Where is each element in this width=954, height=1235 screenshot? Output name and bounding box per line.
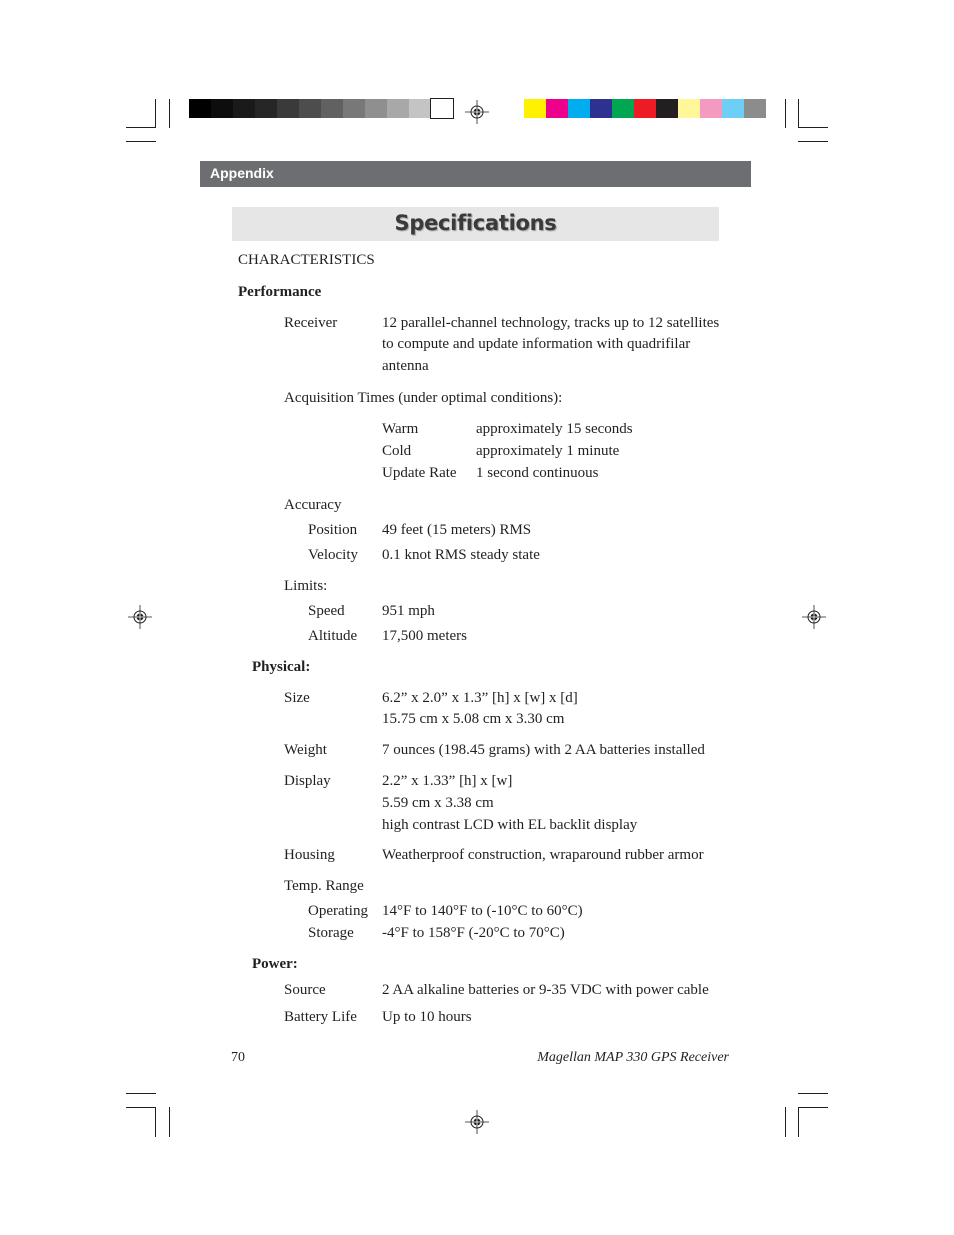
characteristics-heading: CHARACTERISTICS (238, 252, 375, 268)
physical-heading: Physical: (252, 659, 311, 675)
color-swatch (343, 99, 365, 118)
receiver-line-1: 12 parallel-channel technology, tracks up to 12 satellites (382, 315, 720, 331)
registration-mark-top-icon (465, 100, 489, 124)
registration-mark-left-icon (128, 605, 152, 629)
color-swatch (409, 99, 431, 118)
color-swatch (189, 99, 211, 118)
power-heading: Power: (252, 956, 298, 972)
limits-value: 17,500 meters (382, 628, 467, 644)
battery-life-value: Up to 10 hours (382, 1009, 472, 1025)
source-value: 2 AA alkaline batteries or 9-35 VDC with power cable (382, 982, 709, 998)
color-swatch (299, 99, 321, 118)
acquisition-value: 1 second continuous (476, 465, 599, 481)
temp-value: -4°F to 158°F (-20°C to 70°C) (382, 925, 565, 941)
performance-heading: Performance (238, 284, 322, 300)
temp-value: 14°F to 140°F to (-10°C to 60°C) (382, 903, 583, 919)
display-label: Display (284, 773, 331, 789)
acquisition-heading: Acquisition Times (under optimal conditions): (284, 390, 563, 406)
limits-label: Speed (308, 603, 345, 619)
display-line-3: high contrast LCD with EL backlit display (382, 817, 638, 833)
color-swatch (744, 99, 766, 118)
page-title: Specifications (394, 211, 557, 235)
section-header-label: Appendix (210, 165, 274, 181)
footer-product-name: Magellan MAP 330 GPS Receiver (537, 1050, 729, 1065)
receiver-label: Receiver (284, 315, 338, 331)
color-swatch (656, 99, 678, 118)
registration-mark-right-icon (802, 605, 826, 629)
accuracy-label: Position (308, 522, 358, 538)
page-number: 70 (231, 1050, 245, 1065)
acquisition-label: Cold (382, 443, 412, 459)
housing-label: Housing (284, 847, 335, 863)
temp-label: Storage (308, 925, 354, 941)
color-swatch (634, 99, 656, 118)
color-swatch (255, 99, 277, 118)
receiver-line-2: to compute and update information with quadrifilar (382, 336, 691, 352)
display-line-1: 2.2” x 1.33” [h] x [w] (382, 773, 513, 789)
color-swatch (321, 99, 343, 118)
color-swatch (700, 99, 722, 118)
weight-value: 7 ounces (198.45 grams) with 2 AA batteries installed (382, 742, 705, 758)
limits-label: Altitude (308, 628, 358, 644)
color-swatch (431, 99, 453, 118)
battery-life-label: Battery Life (284, 1009, 357, 1025)
acquisition-label: Update Rate (382, 465, 457, 481)
color-swatch (546, 99, 568, 118)
accuracy-heading: Accuracy (284, 497, 342, 513)
color-swatch (233, 99, 255, 118)
size-label: Size (284, 690, 310, 706)
section-header-bar (200, 161, 751, 187)
color-swatch (722, 99, 744, 118)
weight-label: Weight (284, 742, 327, 758)
accuracy-value: 49 feet (15 meters) RMS (382, 522, 532, 538)
color-swatch (590, 99, 612, 118)
color-swatch (365, 99, 387, 118)
acquisition-label: Warm (382, 421, 419, 437)
accuracy-label: Velocity (308, 547, 358, 563)
limits-heading: Limits: (284, 578, 328, 594)
acquisition-value: approximately 1 minute (476, 443, 620, 459)
temp-label: Operating (308, 903, 368, 919)
color-swatch (277, 99, 299, 118)
size-line-1: 6.2” x 2.0” x 1.3” [h] x [w] x [d] (382, 690, 578, 706)
accuracy-value: 0.1 knot RMS steady state (382, 547, 540, 563)
display-line-2: 5.59 cm x 3.38 cm (382, 795, 494, 811)
color-swatch (568, 99, 590, 118)
housing-value: Weatherproof construction, wraparound rubber armor (382, 847, 704, 863)
size-line-2: 15.75 cm x 5.08 cm x 3.30 cm (382, 711, 565, 727)
color-swatch (387, 99, 409, 118)
color-swatch (678, 99, 700, 118)
limits-value: 951 mph (382, 603, 435, 619)
registration-mark-bottom-icon (465, 1110, 489, 1134)
color-swatch (211, 99, 233, 118)
color-swatch (524, 99, 546, 118)
acquisition-value: approximately 15 seconds (476, 421, 633, 437)
temp-range-heading: Temp. Range (284, 878, 364, 894)
page-title-box (232, 207, 719, 241)
color-swatch (612, 99, 634, 118)
source-label: Source (284, 982, 326, 998)
receiver-line-3: antenna (382, 358, 429, 374)
